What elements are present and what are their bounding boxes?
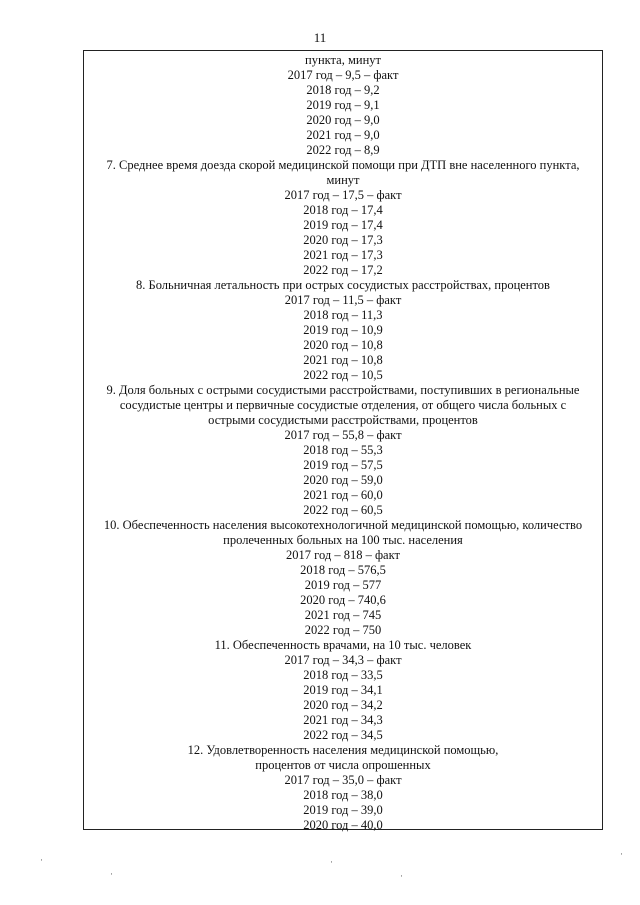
text-line: 10. Обеспеченность населения высокотехнологичной медицинской помощью, количество <box>103 518 583 532</box>
text-line: 2018 год – 33,5 <box>303 668 383 682</box>
text-line: 2021 год – 34,3 <box>303 713 383 727</box>
text-line: 2022 год – 8,9 <box>306 143 380 157</box>
scan-speck: · <box>40 855 43 865</box>
text-line: 2019 год – 39,0 <box>303 803 383 817</box>
text-line: 2019 год – 34,1 <box>303 683 383 697</box>
text-line: 2021 год – 9,0 <box>306 128 380 142</box>
text-line: 2020 год – 9,0 <box>306 113 380 127</box>
text-line: сосудистые центры и первичные сосудистые отделения, от общего числа больных с <box>119 398 567 412</box>
text-line: 2022 год – 750 <box>304 623 382 637</box>
text-line: 2017 год – 55,8 – факт <box>284 428 402 442</box>
text-line: 2020 год – 740,6 <box>300 593 386 607</box>
text-line: острыми сосудистыми расстройствами, процентов <box>208 413 478 427</box>
text-line: 2017 год – 34,3 – факт <box>284 653 402 667</box>
text-line: пункта, минут <box>305 53 381 67</box>
text-line: 2019 год – 10,9 <box>303 323 383 337</box>
content-frame <box>83 50 603 830</box>
text-line: 2019 год – 57,5 <box>303 458 383 472</box>
text-line: минут <box>326 173 360 187</box>
text-line: 2019 год – 17,4 <box>303 218 383 232</box>
text-line: 2018 год – 9,2 <box>306 83 380 97</box>
text-line: 2022 год – 10,5 <box>303 368 383 382</box>
text-line: 2020 год – 40,0 <box>303 818 383 832</box>
scan-speck: · <box>330 857 333 867</box>
text-line: 9. Доля больных с острыми сосудистыми расстройствами, поступивших в региональные <box>106 383 580 397</box>
text-line: 2018 год – 55,3 <box>303 443 383 457</box>
scan-speck: · <box>110 869 113 879</box>
text-line: 2022 год – 60,5 <box>303 503 383 517</box>
text-line: 2022 год – 34,5 <box>303 728 383 742</box>
text-line: 2021 год – 10,8 <box>303 353 383 367</box>
text-line: 2017 год – 11,5 – факт <box>284 293 402 307</box>
text-line: 2017 год – 17,5 – факт <box>284 188 402 202</box>
text-line: 2021 год – 60,0 <box>303 488 383 502</box>
text-line: 2020 год – 59,0 <box>303 473 383 487</box>
text-line: 2019 год – 577 <box>304 578 382 592</box>
text-line: 2020 год – 17,3 <box>303 233 383 247</box>
text-line: процентов от числа опрошенных <box>255 758 431 772</box>
text-line: 2018 год – 17,4 <box>303 203 383 217</box>
text-line: 2017 год – 818 – факт <box>286 548 400 562</box>
text-line: 2018 год – 38,0 <box>303 788 383 802</box>
page-number: 11 <box>313 30 327 45</box>
text-line: 7. Среднее время доезда скорой медицинской помощи при ДТП вне населенного пункта, <box>106 158 580 172</box>
text-line: 2022 год – 17,2 <box>303 263 383 277</box>
scan-speck: · <box>620 849 623 859</box>
text-line: 2018 год – 576,5 <box>300 563 386 577</box>
text-line: 2020 год – 10,8 <box>303 338 383 352</box>
scan-speck: · <box>400 871 403 881</box>
text-line: 8. Больничная летальность при острых сосудистых расстройствах, процентов <box>136 278 550 292</box>
text-line: 2019 год – 9,1 <box>306 98 380 112</box>
text-line: 2021 год – 17,3 <box>303 248 383 262</box>
text-line: 11. Обеспеченность врачами, на 10 тыс. человек <box>214 638 472 652</box>
text-line: 2020 год – 34,2 <box>303 698 383 712</box>
text-line: 2017 год – 35,0 – факт <box>284 773 402 787</box>
text-line: пролеченных больных на 100 тыс. населения <box>223 533 463 547</box>
text-line: 2018 год – 11,3 <box>303 308 383 322</box>
text-line: 2017 год – 9,5 – факт <box>287 68 399 82</box>
text-line: 2021 год – 745 <box>304 608 382 622</box>
text-line: 12. Удовлетворенность населения медицинской помощью, <box>187 743 499 757</box>
